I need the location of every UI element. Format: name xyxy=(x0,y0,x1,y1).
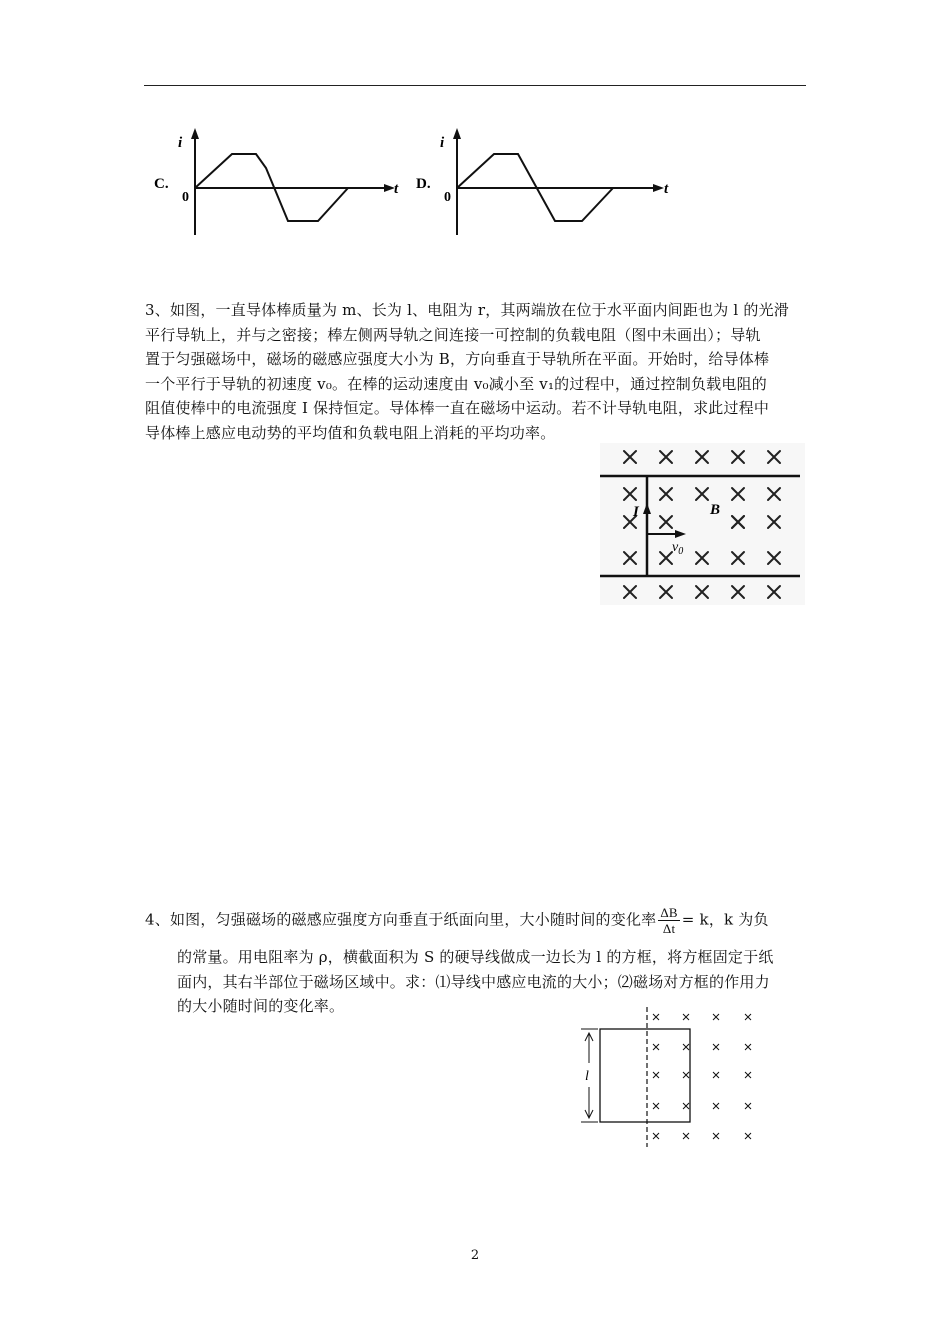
question-4 xyxy=(145,905,807,936)
graph-d-origin: 0 xyxy=(444,190,451,205)
graph-c xyxy=(150,125,410,240)
field-cross-icon xyxy=(653,1133,659,1139)
field-cross-icon xyxy=(745,1072,751,1078)
q4-line: 的大小随时间的变化率。 xyxy=(177,997,345,1015)
field-cross-icon xyxy=(653,1103,659,1109)
question-3 xyxy=(145,298,807,445)
graph-c-x-label: t xyxy=(394,181,399,197)
q3-line: 3、如图，一直导体棒质量为 m、长为 l、电阻为 r，其两端放在位于水平面内间距也为 l 的光滑 xyxy=(145,301,789,319)
current-label: I xyxy=(633,504,639,520)
header-rule xyxy=(144,85,806,86)
q4-line: 面内，其右半部位于磁场区域中。求：⑴导线中感应电流的大小；⑵磁场对方框的作用力 xyxy=(177,972,770,991)
graph-d xyxy=(412,125,682,240)
field-cross-icon xyxy=(653,1014,659,1020)
q3-line: 置于匀强磁场中，磁场的磁感应强度大小为 B，方向垂直于导轨所在平面。开始时，给导体棒 xyxy=(145,350,770,368)
field-cross-icon xyxy=(653,1044,659,1050)
field-label: B xyxy=(710,502,721,518)
field-cross-icon xyxy=(683,1072,689,1078)
fraction-numerator: ΔB xyxy=(660,905,678,920)
velocity-subscript: 0 xyxy=(678,546,684,557)
field-cross-icon xyxy=(745,1103,751,1109)
field-cross-icon xyxy=(683,1133,689,1139)
field-cross-icon xyxy=(713,1072,719,1078)
field-cross-icon xyxy=(713,1014,719,1020)
q4-line-1-tail: = k，k 为负 xyxy=(681,910,769,929)
field-cross-icon xyxy=(713,1103,719,1109)
q3-line: 阻值使棒中的电流强度 I 保持恒定。导体棒一直在磁场中运动。若不计导轨电阻，求此过程中 xyxy=(145,399,770,417)
graph-c-origin: 0 xyxy=(182,190,189,205)
fraction-denominator: Δt xyxy=(662,921,676,936)
q4-line-1-text: 4、如图，匀强磁场的磁感应强度方向垂直于纸面向里，大小随时间的变化率 xyxy=(145,910,657,929)
side-length-label: l xyxy=(585,1069,589,1084)
graph-d-label: D. xyxy=(416,176,431,192)
field-cross-icon xyxy=(683,1014,689,1020)
graph-d-y-label: i xyxy=(440,135,445,151)
field-cross-icon xyxy=(683,1044,689,1050)
field-cross-icon xyxy=(653,1072,659,1078)
q3-line: 导体棒上感应电动势的平均值和负载电阻上消耗的平均功率。 xyxy=(145,423,556,442)
velocity-label: v xyxy=(672,540,679,555)
square-frame-figure xyxy=(575,1005,775,1150)
q3-line: 一个平行于导轨的初速度 v₀。在棒的运动速度由 v₀减小至 v₁的过程中，通过控制负载电阻的 xyxy=(145,374,767,393)
field-cross-icon xyxy=(745,1133,751,1139)
rails-field-figure xyxy=(600,443,805,605)
q4-line: 的常量。用电阻率为 ρ，横截面积为 S 的硬导线做成一边长为 l 的方框，将方框固定于纸 xyxy=(177,948,774,966)
graph-c-label: C. xyxy=(154,176,169,192)
graph-c-y-label: i xyxy=(178,135,183,151)
q4-line-1 xyxy=(145,905,807,936)
field-cross-icon xyxy=(683,1103,689,1109)
graph-d-x-label: t xyxy=(664,181,669,197)
field-cross-icon xyxy=(713,1133,719,1139)
page-number: 2 xyxy=(470,1248,480,1263)
field-cross-icon xyxy=(745,1044,751,1050)
field-cross-icon xyxy=(745,1014,751,1020)
q3-line: 平行导轨上，并与之密接；棒左侧两导轨之间连接一可控制的负载电阻（图中未画出）；导轨 xyxy=(145,325,761,344)
rate-fraction xyxy=(658,905,679,936)
field-cross-icon xyxy=(713,1044,719,1050)
